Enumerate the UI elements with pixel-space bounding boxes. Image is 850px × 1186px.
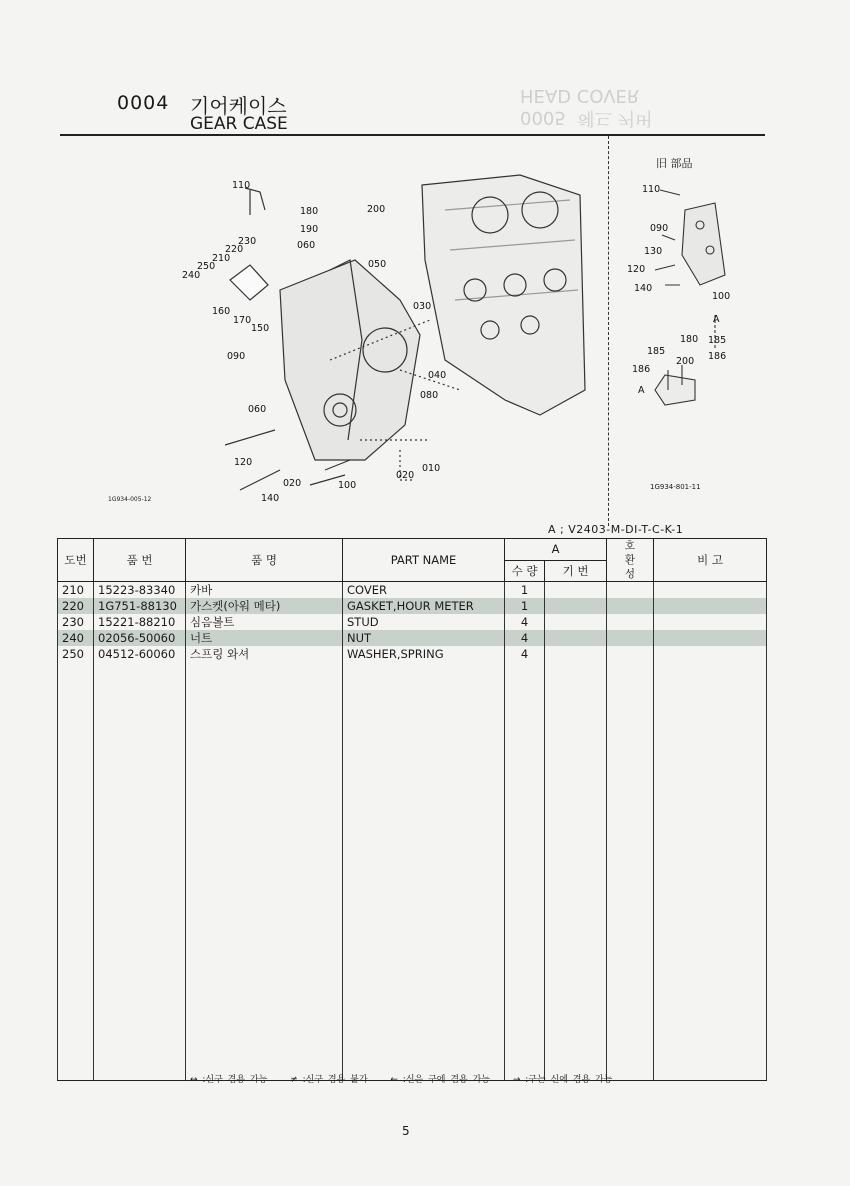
header-remarks: 비 고	[654, 539, 767, 582]
cell-ref: 240	[58, 630, 94, 646]
callout: 140	[261, 493, 280, 504]
callout: 050	[368, 259, 387, 270]
old-parts-diagram	[620, 175, 740, 415]
header-qty: 수 량	[505, 560, 545, 582]
cell-qty: 4	[505, 646, 545, 662]
callout: 180	[300, 206, 319, 217]
old-callout: A	[713, 314, 720, 325]
callout: 210	[212, 253, 231, 264]
callout: 090	[227, 351, 246, 362]
cell-part-no: 04512-60060	[94, 646, 186, 662]
cell-part-no: 15223-83340	[94, 582, 186, 599]
cell-part-no: 02056-50060	[94, 630, 186, 646]
cell-qty: 1	[505, 582, 545, 599]
parts-table	[57, 538, 767, 1081]
ghost-title-korean: 헤드 커버	[577, 107, 653, 128]
header-a: A	[505, 539, 607, 561]
callout: 110	[232, 180, 251, 191]
cell-qty: 4	[505, 630, 545, 646]
cell-name-ko: 심음볼트	[186, 614, 343, 630]
old-callout: 186	[708, 351, 727, 362]
callout: 030	[413, 301, 432, 312]
figure-code-main: 1G934-005-12	[108, 496, 152, 503]
cell-name-en: STUD	[343, 614, 505, 630]
callout: 220	[225, 244, 244, 255]
callout: 010	[422, 463, 441, 474]
bleed-through-header	[520, 84, 653, 128]
old-callout: 090	[650, 223, 669, 234]
table-row	[58, 630, 767, 646]
cell-ref: 220	[58, 598, 94, 614]
old-callout: 186	[632, 364, 651, 375]
header-ref: 도번	[58, 539, 94, 582]
cell-part-no: 1G751-88130	[94, 598, 186, 614]
legend-item: ← :신은 구에 겸용 가능	[390, 1075, 490, 1085]
table-row	[58, 598, 767, 614]
old-callout: 140	[634, 283, 653, 294]
header-part-name: PART NAME	[343, 539, 505, 582]
old-callout: 120	[627, 264, 646, 275]
callout: 200	[367, 204, 386, 215]
diagram-divider	[608, 136, 609, 526]
callout: 120	[234, 457, 253, 468]
cell-name-en: GASKET,HOUR METER	[343, 598, 505, 614]
header-part-no: 품 번	[94, 539, 186, 582]
callout: 160	[212, 306, 231, 317]
callout: 170	[233, 315, 252, 326]
table-row	[58, 646, 767, 662]
header-base: 기 번	[545, 560, 607, 582]
callout: 250	[197, 261, 216, 272]
ghost-number: 0005	[520, 107, 566, 128]
interchange-legend	[190, 1072, 630, 1085]
old-callout: A	[638, 385, 645, 396]
table-row	[58, 614, 767, 630]
header-interchange: 호 환 성	[607, 539, 654, 582]
section-number: 0004	[117, 92, 170, 114]
model-code: A ; V2403-M-DI-T-C-K-1	[548, 523, 684, 536]
old-callout: 185	[708, 335, 727, 346]
callout: 230	[238, 236, 257, 247]
cell-qty: 1	[505, 598, 545, 614]
old-callout: 110	[642, 184, 661, 195]
legend-item: → :구는 신에 겸용 가능	[512, 1075, 613, 1085]
old-callout: 185	[647, 346, 666, 357]
legend-item: ≠ :신구 겸용 불가	[290, 1075, 368, 1085]
callout: 190	[300, 224, 319, 235]
cell-part-no: 15221-88210	[94, 614, 186, 630]
old-callout: 100	[712, 291, 731, 302]
ghost-title-english: HEAD COVER	[520, 85, 640, 106]
cell-name-en: COVER	[343, 582, 505, 599]
callout: 080	[420, 390, 439, 401]
page-number: 5	[402, 1124, 410, 1138]
callout: 150	[251, 323, 270, 334]
cell-ref: 230	[58, 614, 94, 630]
cell-name-en: WASHER,SPRING	[343, 646, 505, 662]
header-name-ko: 품 명	[186, 539, 343, 582]
section-title-korean: 기어케이스	[190, 94, 287, 118]
callout: 040	[428, 370, 447, 381]
old-parts-label: 旧 部品	[656, 157, 693, 170]
cell-name-en: NUT	[343, 630, 505, 646]
cell-name-ko: 카바	[186, 582, 343, 599]
table-row	[58, 582, 767, 599]
cell-name-ko: 가스켓(아워 메타)	[186, 598, 343, 614]
callout: 060	[248, 404, 267, 415]
cell-qty: 4	[505, 614, 545, 630]
section-title-english: GEAR CASE	[190, 114, 288, 134]
callout: 060	[297, 240, 316, 251]
cell-ref: 250	[58, 646, 94, 662]
cell-name-ko: 스프링 와셔	[186, 646, 343, 662]
callout: 020	[283, 478, 302, 489]
cell-name-ko: 너트	[186, 630, 343, 646]
callout: 020	[396, 470, 415, 481]
old-callout: 130	[644, 246, 663, 257]
old-callout: 200	[676, 356, 695, 367]
cell-ref: 210	[58, 582, 94, 599]
figure-code-old: 1G934-801-11	[650, 483, 701, 491]
header-rule	[60, 134, 765, 136]
old-callout: 180	[680, 334, 699, 345]
legend-item: ↔ :신구 겸용 가능	[190, 1075, 268, 1085]
table-empty-area	[58, 662, 767, 1081]
gear-case-exploded-diagram	[100, 140, 600, 510]
callout: 240	[182, 270, 201, 281]
callout: 100	[338, 480, 357, 491]
